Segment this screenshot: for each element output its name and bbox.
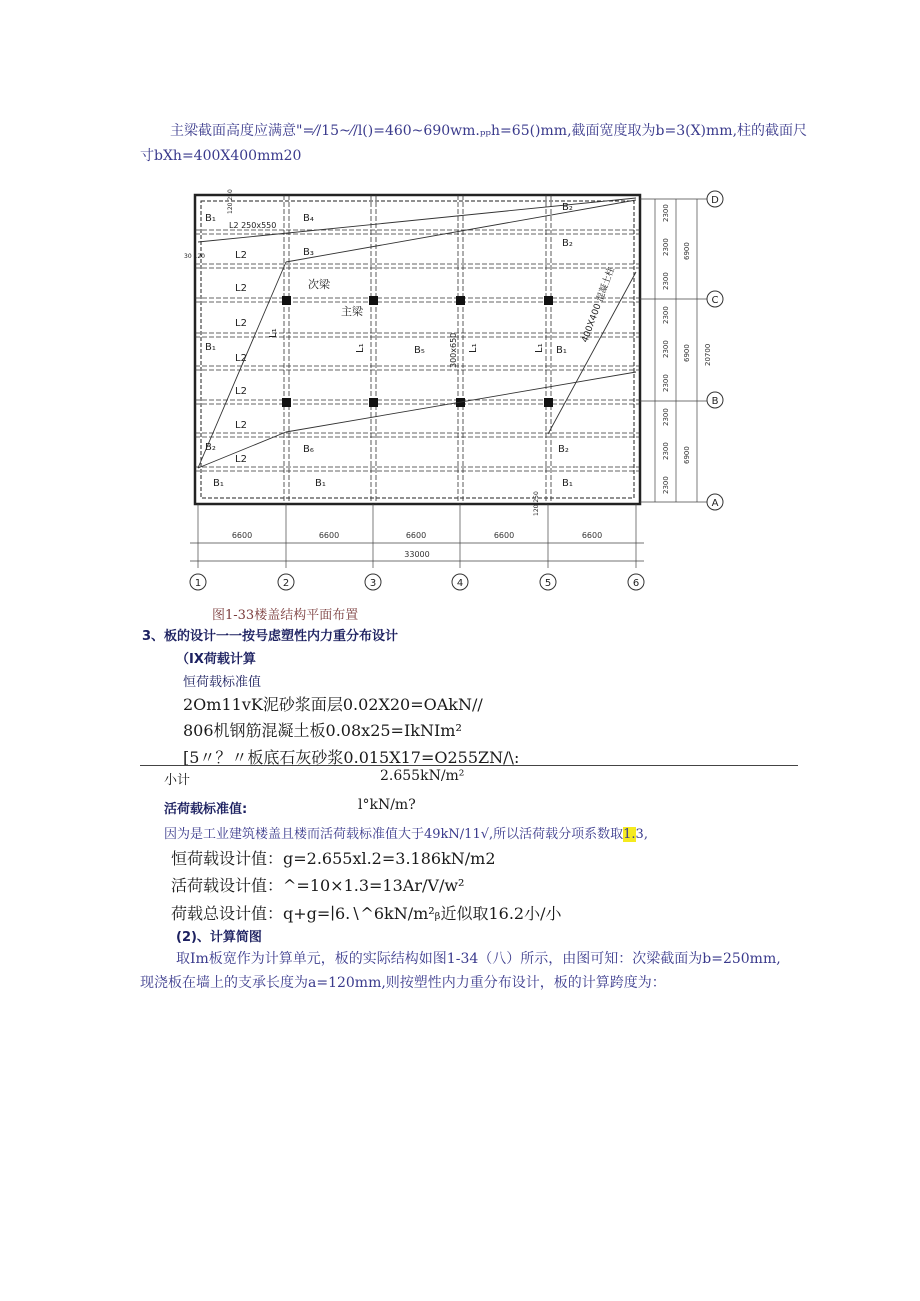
grid-b: B bbox=[711, 396, 719, 407]
label-b5: B₅ bbox=[414, 345, 425, 356]
label-l2-row5: L2 bbox=[235, 353, 247, 364]
last-para-line-1: 取Im板宽作为计算单元，板的实际结构如图1-34（八）所示，由图可知：次梁截面为b=250mm, bbox=[176, 951, 781, 967]
label-b2-bl: B₂ bbox=[205, 442, 216, 453]
grid-1: 1 bbox=[194, 578, 202, 589]
label-b2-tr: B₂ bbox=[562, 202, 573, 213]
label-b-r: B₂ bbox=[558, 444, 569, 455]
label-l2-row4: L2 bbox=[235, 318, 247, 329]
grid-4: 4 bbox=[456, 578, 464, 589]
subtotal-label: 小计 bbox=[164, 773, 191, 788]
dead-item-1: 2Om11vK泥砂浆面层0.02X20=OAkN// bbox=[183, 695, 483, 714]
label-b2-r2: B₂ bbox=[562, 238, 573, 249]
rspan-8: 2300 bbox=[662, 442, 670, 460]
rspan-total: 20700 bbox=[704, 343, 712, 366]
span-2: 6600 bbox=[318, 531, 340, 540]
dead-load-heading: 恒荷载标准值 bbox=[183, 675, 262, 690]
rspan-6: 2300 bbox=[662, 374, 670, 392]
grid-2: 2 bbox=[282, 578, 290, 589]
rspan-mid-2: 6900 bbox=[683, 344, 691, 362]
label-b3: B₃ bbox=[303, 247, 314, 258]
label-l2-row7: L2 bbox=[235, 420, 247, 431]
sub-2-heading: (2)、计算简图 bbox=[176, 930, 262, 945]
grid-c: C bbox=[711, 295, 719, 306]
span-5: 6600 bbox=[581, 531, 603, 540]
label-l1-c: L₁ bbox=[468, 343, 479, 353]
label-b1-br: B₁ bbox=[562, 478, 573, 489]
grid-3: 3 bbox=[369, 578, 377, 589]
label-b1-bm: B₁ bbox=[315, 478, 326, 489]
rspan-5: 2300 bbox=[662, 340, 670, 358]
dead-item-3: [5〃？〃板底石灰砂浆0.015X17=O255ZN/\: bbox=[183, 748, 520, 767]
rspan-mid-3: 6900 bbox=[683, 446, 691, 464]
rspan-7: 2300 bbox=[662, 408, 670, 426]
label-l2-row3: L2 bbox=[235, 283, 247, 294]
sub-1-heading: （IX荷载计算 bbox=[176, 652, 256, 667]
span-1: 6600 bbox=[231, 531, 253, 540]
label-dim-left: 30 120 bbox=[184, 253, 205, 260]
intro-line-2: 寸bXh=400X400mm20 bbox=[140, 148, 302, 164]
section-3-heading: 3、板的设计一一按号虑塑性内力重分布设计 bbox=[142, 629, 399, 644]
subtotal-rule bbox=[140, 765, 798, 766]
reason-before: 因为是工业建筑楼盖且楼而活荷载标准值大于49kN/11√,所以活荷载分项系数取 bbox=[164, 827, 624, 842]
rspan-1: 2300 bbox=[662, 204, 670, 222]
live-load-value: l°kN/m? bbox=[358, 797, 416, 813]
label-zhuliang: 主梁 bbox=[341, 305, 363, 318]
rspan-3: 2300 bbox=[662, 272, 670, 290]
span-3: 6600 bbox=[405, 531, 427, 540]
reason-after: 3, bbox=[635, 827, 648, 842]
figure-caption: 图1-33楼盖结构平面布置 bbox=[212, 608, 359, 623]
label-dim-top: 120 250 bbox=[227, 189, 234, 214]
rspan-2: 2300 bbox=[662, 238, 670, 256]
label-b6: B₆ bbox=[303, 444, 314, 455]
grid-5: 5 bbox=[544, 578, 552, 589]
grid-bubbles-bottom bbox=[190, 574, 644, 590]
label-b1-mid: B₁ bbox=[205, 342, 216, 353]
reason-highlight: 1. bbox=[623, 827, 636, 842]
reason-line bbox=[164, 823, 648, 842]
grid-6: 6 bbox=[632, 578, 640, 589]
label-beam-size: 300x650 bbox=[449, 332, 458, 368]
label-l1-d: L₁ bbox=[534, 343, 545, 353]
label-dim-bottom: 120 250 bbox=[533, 491, 540, 516]
last-para-line-2: 现浇板在墙上的支承长度为a=120mm,则按塑性内力重分布设计，板的计算跨度为： bbox=[140, 975, 666, 991]
label-b4: B₄ bbox=[303, 213, 314, 224]
live-load-label: 活荷载标准值: bbox=[164, 802, 248, 817]
label-l1-a: L₁ bbox=[268, 328, 279, 338]
label-b1-bl: B₁ bbox=[213, 478, 224, 489]
label-column-note: 400X400 混凝土柱 bbox=[580, 266, 617, 345]
right-dimension-lines bbox=[640, 199, 710, 502]
label-b1-r: B₁ bbox=[556, 345, 567, 356]
span-4: 6600 bbox=[493, 531, 515, 540]
design-live: 活荷载设计值：^=10×1.3=13Ar/V/w² bbox=[171, 876, 465, 895]
span-total: 33000 bbox=[404, 550, 430, 559]
label-l2-size: L2 250x550 bbox=[229, 221, 277, 230]
intro-line-1: 主梁截面高度应满意"=⁄/15~⁄/l()=460~690wm.ₚₚh=65()mm,截面宽度取为b=3(X)mm,柱的截面尺 bbox=[170, 123, 808, 139]
label-l2-row8: L2 bbox=[235, 454, 247, 465]
grid-a: A bbox=[711, 498, 719, 509]
label-ciliang: 次梁 bbox=[308, 278, 330, 291]
label-b1-tl: B₁ bbox=[205, 213, 216, 224]
label-l2-row2: L2 bbox=[235, 250, 247, 261]
rspan-4: 2300 bbox=[662, 306, 670, 324]
label-l2-row6: L2 bbox=[235, 386, 247, 397]
dead-item-2: 806机钢筋混凝土板0.08x25=IkNIm² bbox=[183, 721, 462, 740]
design-dead: 恒荷载设计值：g=2.655xl.2=3.186kN/m2 bbox=[171, 849, 496, 868]
design-total: 荷载总设计值：q+g=∣6.∖^6kN/m²ᵦ近似取16.2小/小 bbox=[171, 904, 562, 923]
floor-plan-drawing bbox=[160, 178, 760, 602]
rspan-9: 2300 bbox=[662, 476, 670, 494]
label-l1-b: L₁ bbox=[355, 343, 366, 353]
grid-d: D bbox=[711, 195, 719, 206]
rspan-mid-1: 6900 bbox=[683, 242, 691, 260]
subtotal-value: 2.655kN/m² bbox=[380, 768, 465, 784]
